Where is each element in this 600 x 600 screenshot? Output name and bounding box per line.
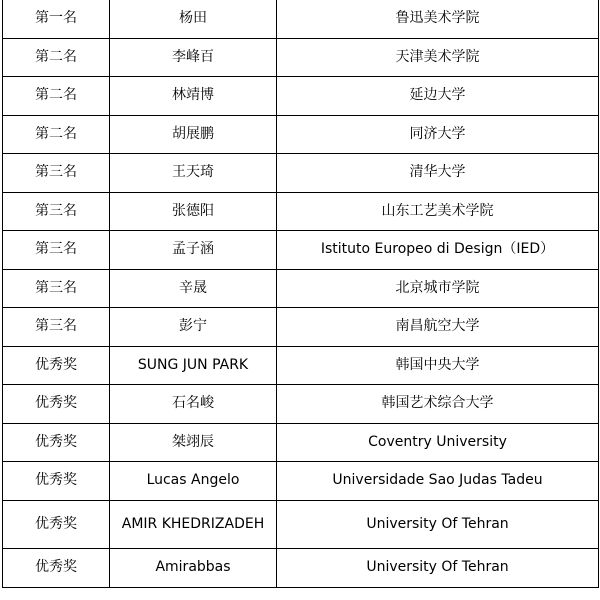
name-cell: 林靖博: [110, 77, 277, 116]
table-row: [3, 192, 599, 231]
rank-cell: 优秀奖: [3, 423, 110, 462]
name-cell: AMIR KHEDRIZADEH: [110, 500, 277, 548]
school-cell: 北京城市学院: [277, 269, 599, 308]
name-cell: 石名峻: [110, 385, 277, 424]
table-row: [3, 269, 599, 308]
name-cell: Amirabbas: [110, 548, 277, 587]
rank-cell: 优秀奖: [3, 500, 110, 548]
school-cell: 清华大学: [277, 154, 599, 193]
school-cell: University Of Tehran: [277, 548, 599, 587]
rank-cell: 优秀奖: [3, 385, 110, 424]
name-cell: 王天琦: [110, 154, 277, 193]
school-cell: 山东工艺美术学院: [277, 192, 599, 231]
table-row: [3, 385, 599, 424]
school-cell: 南昌航空大学: [277, 308, 599, 347]
name-cell: 彭宁: [110, 308, 277, 347]
name-cell: 李峰百: [110, 38, 277, 77]
table-row: [3, 154, 599, 193]
table-row: [3, 346, 599, 385]
table-row: [3, 423, 599, 462]
table-row: [3, 115, 599, 154]
school-cell: Coventry University: [277, 423, 599, 462]
school-cell: Universidade Sao Judas Tadeu: [277, 462, 599, 501]
table-row: [3, 500, 599, 548]
rank-cell: 第三名: [3, 269, 110, 308]
school-cell: 鲁迅美术学院: [277, 0, 599, 38]
name-cell: 辛晟: [110, 269, 277, 308]
school-cell: 天津美术学院: [277, 38, 599, 77]
rank-cell: 第三名: [3, 308, 110, 347]
table-row: [3, 0, 599, 38]
name-cell: 杨田: [110, 0, 277, 38]
award-table: [2, 0, 599, 588]
name-cell: 孟子涵: [110, 231, 277, 270]
rank-cell: 第一名: [3, 0, 110, 38]
rank-cell: 第三名: [3, 231, 110, 270]
school-cell: 韩国中央大学: [277, 346, 599, 385]
name-cell: Lucas Angelo: [110, 462, 277, 501]
rank-cell: 第三名: [3, 154, 110, 193]
name-cell: 胡展鹏: [110, 115, 277, 154]
table-row: [3, 308, 599, 347]
table-row: [3, 77, 599, 116]
name-cell: 桀翊辰: [110, 423, 277, 462]
name-cell: 张德阳: [110, 192, 277, 231]
rank-cell: 优秀奖: [3, 346, 110, 385]
rank-cell: 第二名: [3, 77, 110, 116]
school-cell: 延边大学: [277, 77, 599, 116]
rank-cell: 第三名: [3, 192, 110, 231]
table-row: [3, 231, 599, 270]
rank-cell: 第二名: [3, 38, 110, 77]
rank-cell: 第二名: [3, 115, 110, 154]
table-row: [3, 548, 599, 587]
rank-cell: 优秀奖: [3, 548, 110, 587]
table-row: [3, 38, 599, 77]
table-row: [3, 462, 599, 501]
rank-cell: 优秀奖: [3, 462, 110, 501]
school-cell: University Of Tehran: [277, 500, 599, 548]
school-cell: Istituto Europeo di Design（IED）: [277, 231, 599, 270]
school-cell: 韩国艺术综合大学: [277, 385, 599, 424]
school-cell: 同济大学: [277, 115, 599, 154]
award-table-body: [3, 0, 599, 587]
name-cell: SUNG JUN PARK: [110, 346, 277, 385]
